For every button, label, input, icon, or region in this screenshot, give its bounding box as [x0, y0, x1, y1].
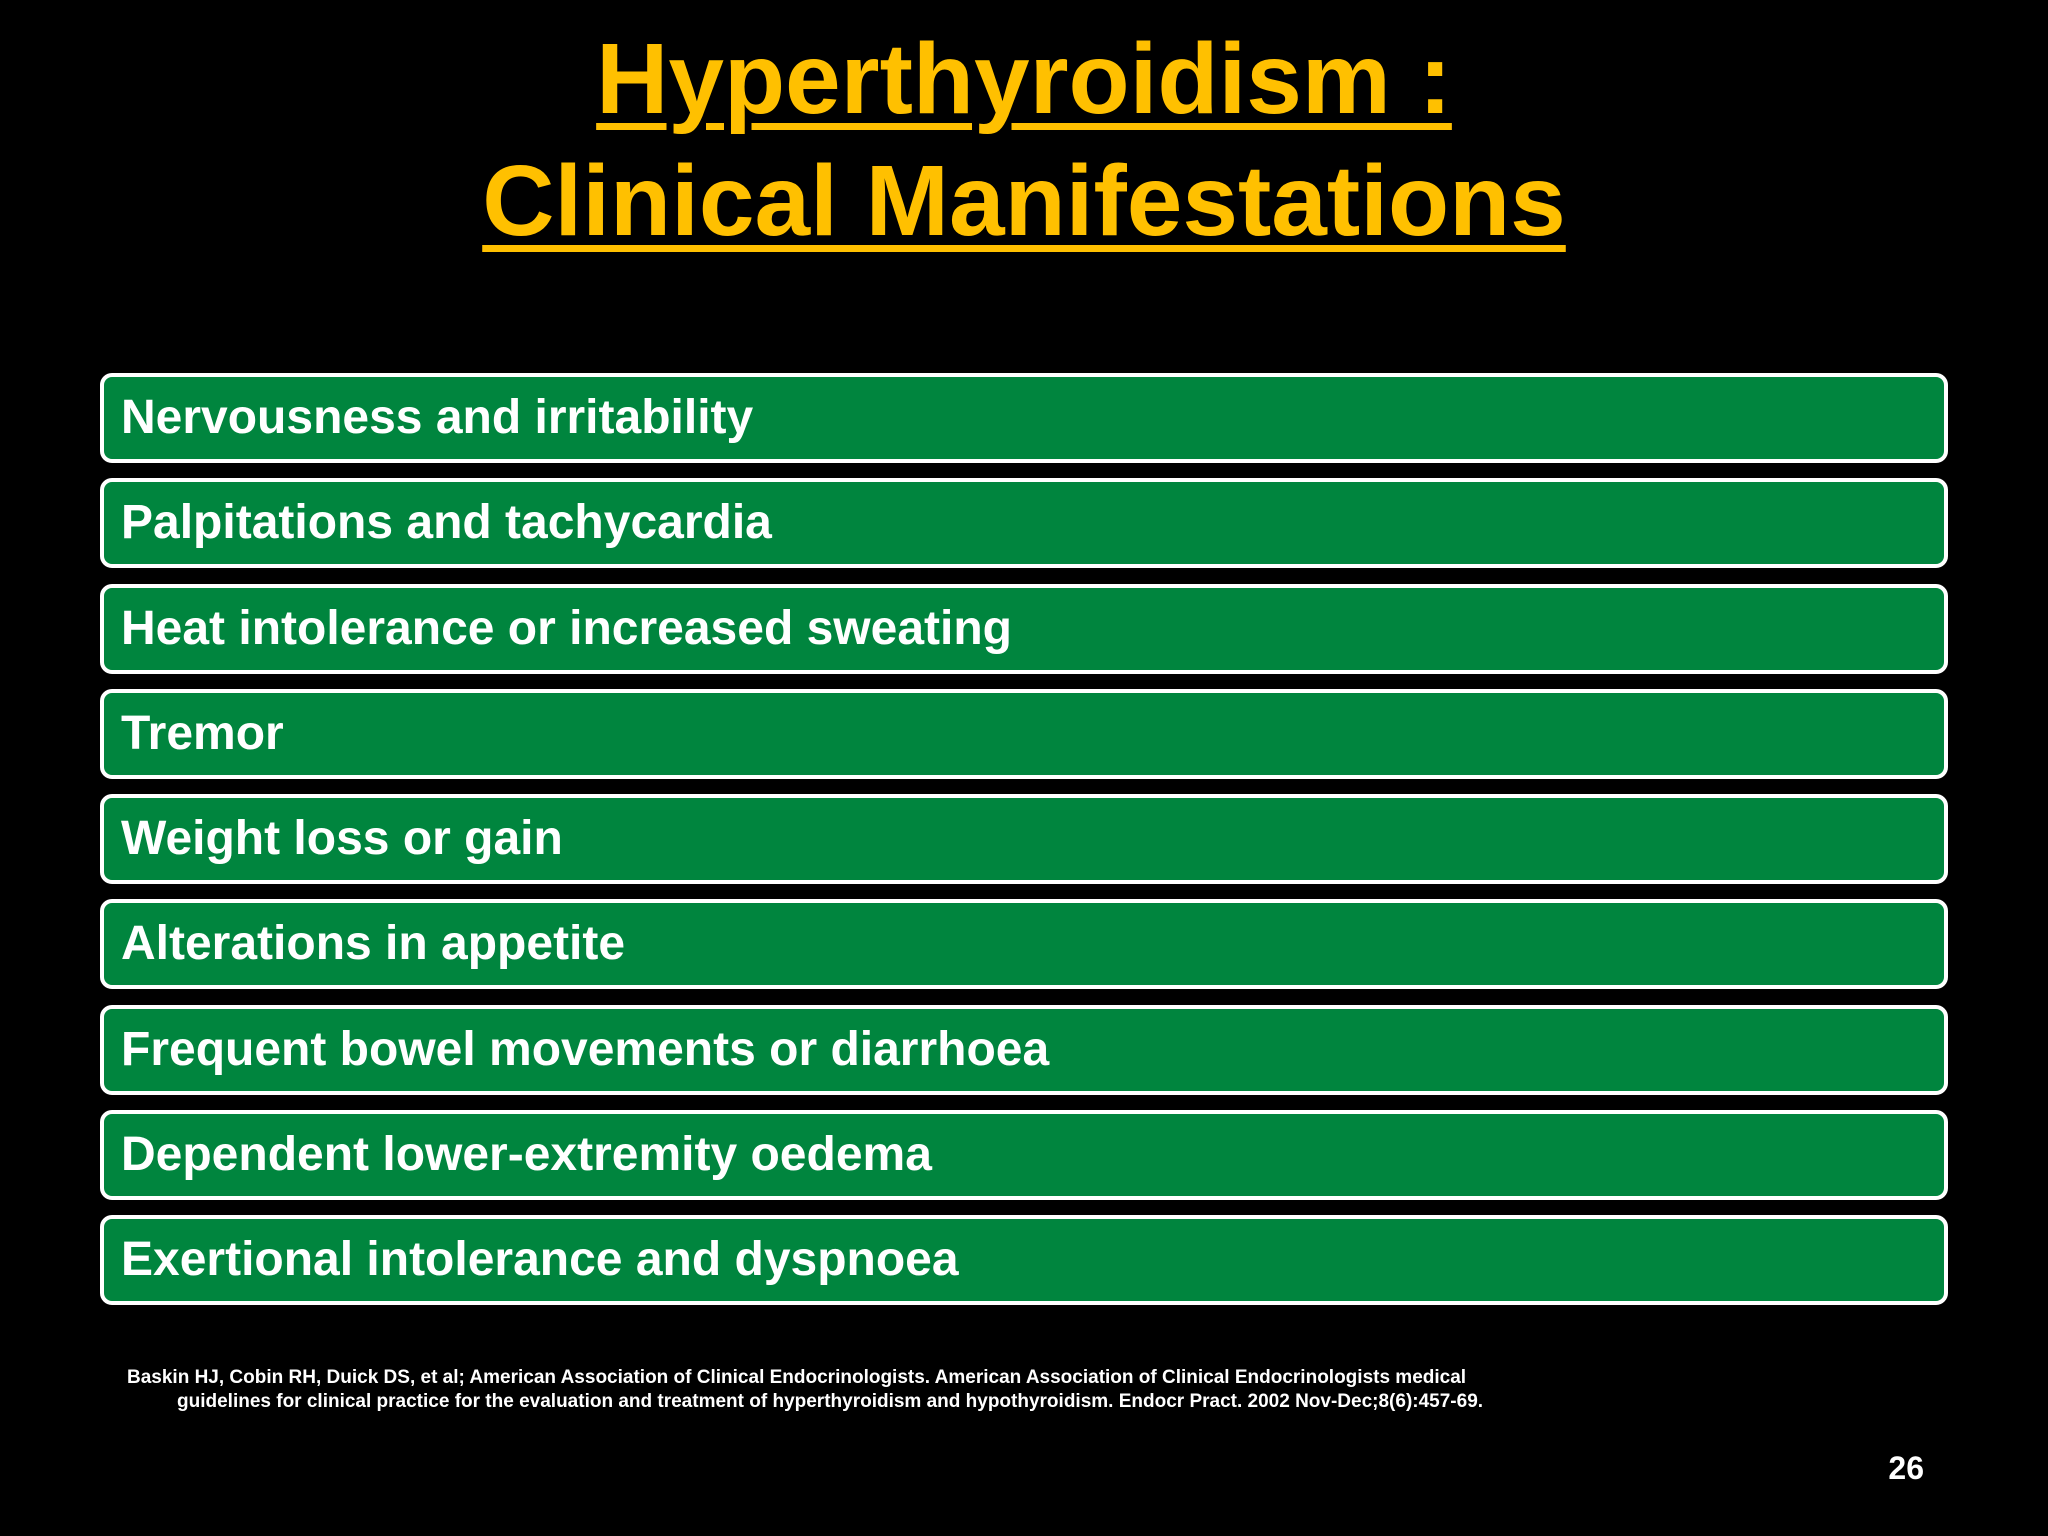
list-item: Exertional intolerance and dyspnoea — [100, 1215, 1948, 1305]
list-item: Weight loss or gain — [100, 794, 1948, 884]
slide-title — [0, 18, 2048, 262]
list-item: Frequent bowel movements or diarrhoea — [100, 1005, 1948, 1095]
slide-title-line1: Hyperthyroidism : — [596, 23, 1452, 135]
list-item: Heat intolerance or increased sweating — [100, 584, 1948, 674]
page-number: 26 — [1888, 1450, 1924, 1486]
list-item: Alterations in appetite — [100, 899, 1948, 989]
list-item: Tremor — [100, 689, 1948, 779]
reference-citation — [127, 1366, 1607, 1414]
list-item: Dependent lower-extremity oedema — [100, 1110, 1948, 1200]
reference-line1: Baskin HJ, Cobin RH, Duick DS, et al; American Association of Clinical Endocrinologists. American Association of Clinical Endocrinologists medical — [127, 1367, 1467, 1388]
manifestations-list — [100, 373, 1948, 1321]
reference-line2: guidelines for clinical practice for the evaluation and treatment of hyperthyroidism and hypothyroidism. Endocr Pract. 2002 Nov-Dec;8(6):457-69. — [177, 1391, 1484, 1412]
list-item: Palpitations and tachycardia — [100, 478, 1948, 568]
slide-title-line2: Clinical Manifestations — [482, 145, 1566, 257]
list-item: Nervousness and irritability — [100, 373, 1948, 463]
